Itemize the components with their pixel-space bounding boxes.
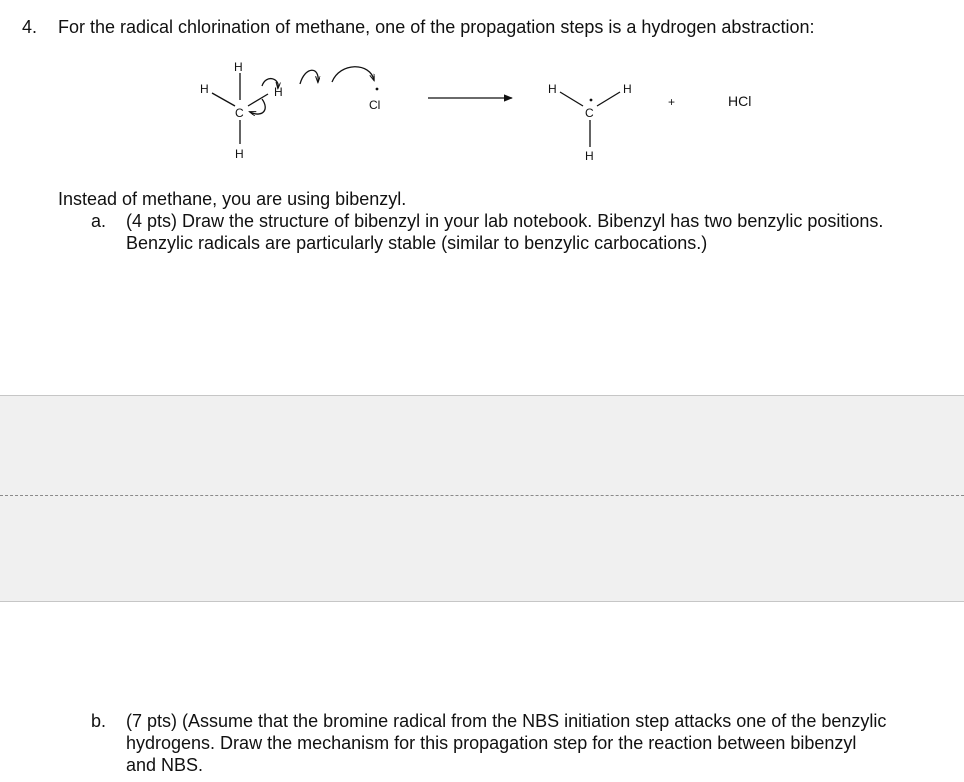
bond-product-c-h-right (597, 92, 620, 106)
product-atom-h-right: H (623, 82, 632, 96)
reactant-methane (200, 60, 283, 161)
part-b-line-1: (7 pts) (Assume that the bromine radical from the NBS initiation step attacks one of the benzylic (126, 711, 887, 731)
product-atom-carbon: C (585, 106, 594, 120)
question-stem: For the radical chlorination of methane, one of the propagation steps is a hydrogen abstraction: (58, 17, 815, 37)
atom-h-bottom: H (235, 147, 244, 161)
reaction-scheme (0, 0, 964, 180)
bond-product-c-h-left (560, 92, 583, 106)
question-number: 4. (22, 17, 38, 37)
dashed-divider (0, 495, 964, 496)
part-b-label: b. (91, 711, 107, 731)
atom-carbon: C (235, 106, 244, 120)
plus-sign: + (668, 95, 676, 109)
chlorine-radical (369, 88, 380, 112)
product-atom-h-left: H (548, 82, 557, 96)
answer-area (0, 395, 964, 602)
part-b-line-2: hydrogens. Draw the mechanism for this propagation step for the reaction between bibenzyl (126, 733, 857, 753)
product-methyl-radical (548, 82, 632, 163)
product-hcl: HCl (728, 93, 752, 109)
intro-text: Instead of methane, you are using bibenzyl. (58, 189, 407, 209)
part-a-label: a. (91, 211, 107, 231)
bond-c-h-left (212, 93, 235, 106)
fishhook-arrow-h-to-carbon (250, 99, 265, 114)
atom-h-abstracted: H (274, 85, 283, 99)
fishhook-arrow-h-from-right (300, 70, 318, 84)
atom-chlorine: Cl (369, 98, 381, 112)
atom-h-left: H (200, 82, 209, 96)
atom-h-top: H (234, 60, 243, 74)
part-b-line-3: and NBS. (126, 755, 204, 775)
fishhook-arrow-chlorine (332, 67, 374, 82)
part-a-line-1: (4 pts) Draw the structure of bibenzyl in your lab notebook. Bibenzyl has two benzylic positions. (126, 211, 884, 231)
part-a-line-2: Benzylic radicals are particularly stable (similar to benzylic carbocations.) (126, 233, 708, 253)
product-atom-h-bottom: H (585, 149, 594, 163)
